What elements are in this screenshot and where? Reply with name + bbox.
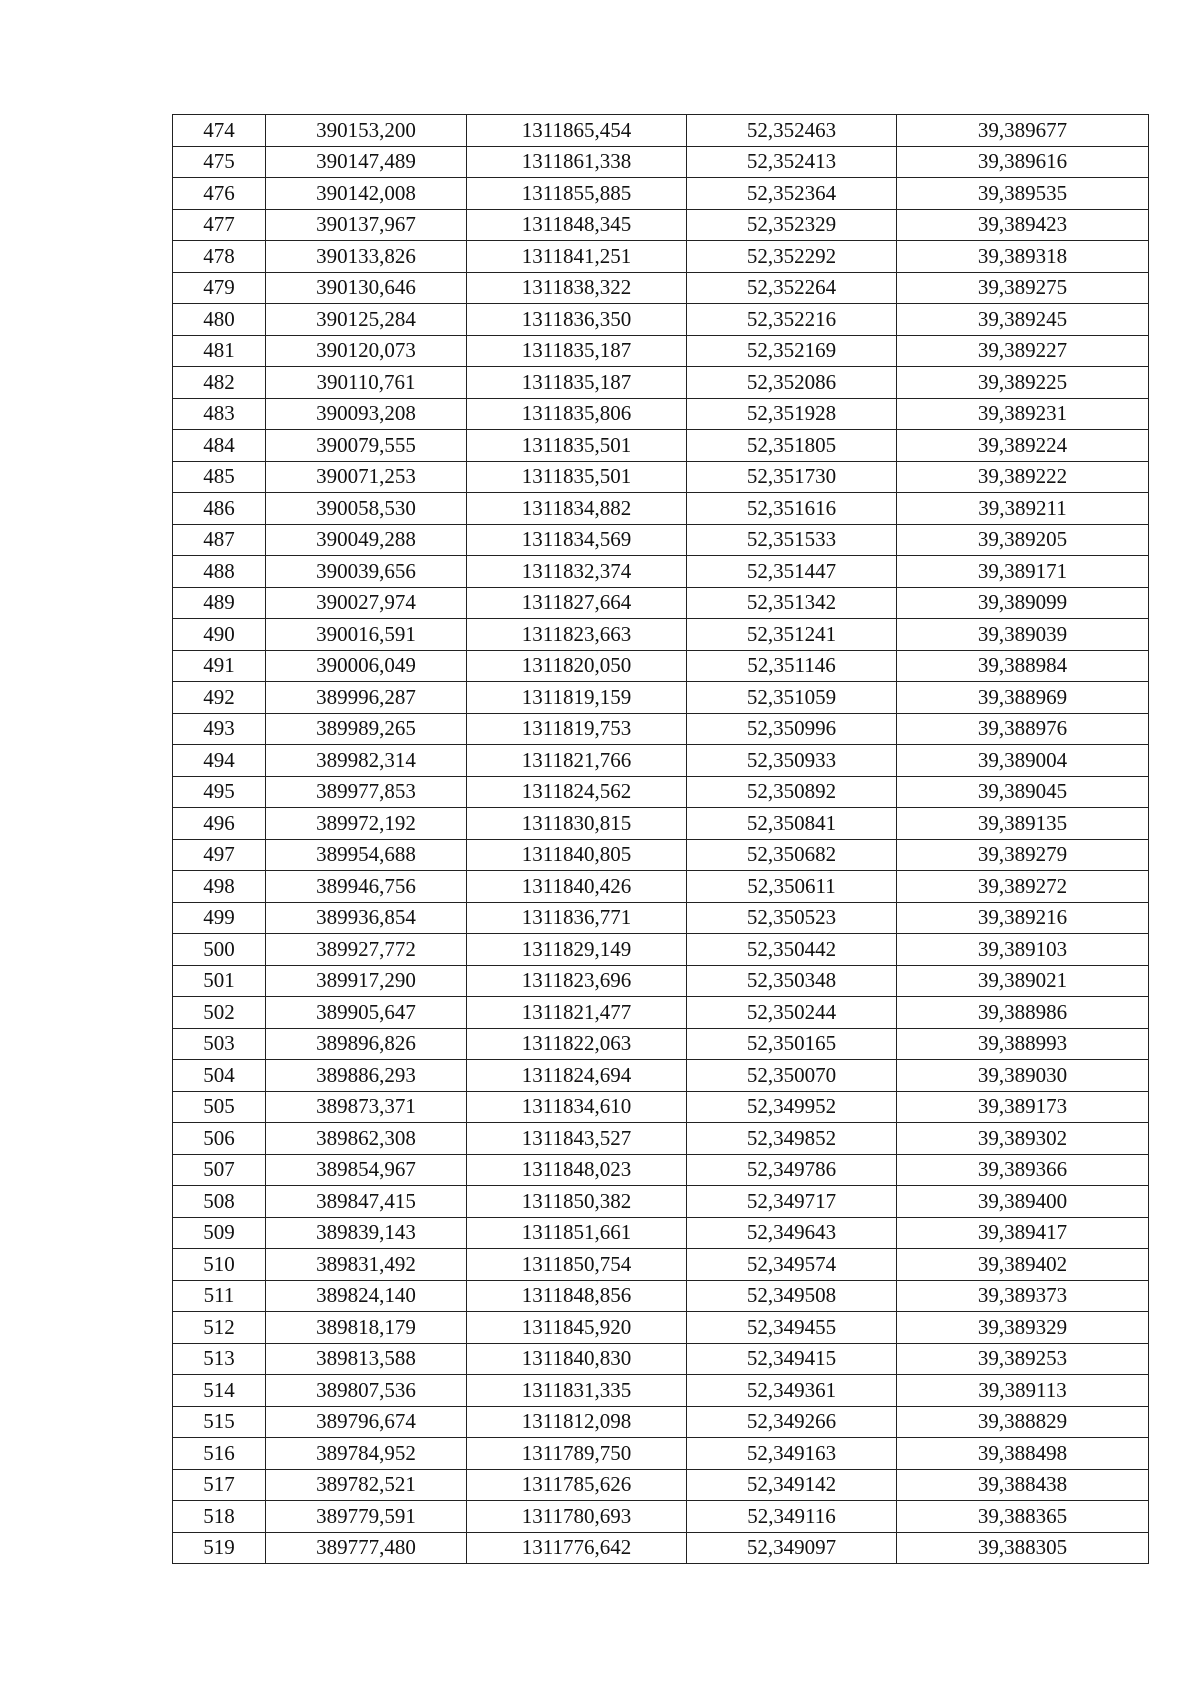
table-row (173, 1154, 1149, 1186)
longitude-cell: 39,389423 (897, 209, 1149, 241)
latitude-cell: 52,351533 (687, 524, 897, 556)
y-coordinate-cell: 1311823,696 (467, 965, 687, 997)
table-row (173, 367, 1149, 399)
latitude-cell: 52,352264 (687, 272, 897, 304)
latitude-cell: 52,350611 (687, 871, 897, 903)
y-coordinate-cell: 1311835,806 (467, 398, 687, 430)
point-number-cell: 513 (173, 1343, 266, 1375)
latitude-cell: 52,350348 (687, 965, 897, 997)
table-row (173, 997, 1149, 1029)
latitude-cell: 52,352086 (687, 367, 897, 399)
table-row (173, 178, 1149, 210)
point-number-cell: 499 (173, 902, 266, 934)
x-coordinate-cell: 390079,555 (266, 430, 467, 462)
y-coordinate-cell: 1311824,562 (467, 776, 687, 808)
longitude-cell: 39,388498 (897, 1438, 1149, 1470)
x-coordinate-cell: 389905,647 (266, 997, 467, 1029)
longitude-cell: 39,389021 (897, 965, 1149, 997)
y-coordinate-cell: 1311835,187 (467, 367, 687, 399)
longitude-cell: 39,389225 (897, 367, 1149, 399)
table-row (173, 461, 1149, 493)
latitude-cell: 52,349508 (687, 1280, 897, 1312)
x-coordinate-cell: 390125,284 (266, 304, 467, 336)
point-number-cell: 485 (173, 461, 266, 493)
latitude-cell: 52,349142 (687, 1469, 897, 1501)
table-row (173, 1091, 1149, 1123)
longitude-cell: 39,389366 (897, 1154, 1149, 1186)
coordinate-table (172, 114, 1149, 1564)
longitude-cell: 39,388993 (897, 1028, 1149, 1060)
table-row (173, 965, 1149, 997)
y-coordinate-cell: 1311822,063 (467, 1028, 687, 1060)
longitude-cell: 39,389135 (897, 808, 1149, 840)
table-row (173, 398, 1149, 430)
latitude-cell: 52,350996 (687, 713, 897, 745)
x-coordinate-cell: 389946,756 (266, 871, 467, 903)
x-coordinate-cell: 389854,967 (266, 1154, 467, 1186)
longitude-cell: 39,388438 (897, 1469, 1149, 1501)
point-number-cell: 511 (173, 1280, 266, 1312)
latitude-cell: 52,349415 (687, 1343, 897, 1375)
y-coordinate-cell: 1311835,501 (467, 461, 687, 493)
x-coordinate-cell: 389972,192 (266, 808, 467, 840)
longitude-cell: 39,389616 (897, 146, 1149, 178)
longitude-cell: 39,389245 (897, 304, 1149, 336)
longitude-cell: 39,389400 (897, 1186, 1149, 1218)
table-row (173, 745, 1149, 777)
y-coordinate-cell: 1311845,920 (467, 1312, 687, 1344)
x-coordinate-cell: 390133,826 (266, 241, 467, 273)
point-number-cell: 498 (173, 871, 266, 903)
latitude-cell: 52,352329 (687, 209, 897, 241)
longitude-cell: 39,389113 (897, 1375, 1149, 1407)
x-coordinate-cell: 390093,208 (266, 398, 467, 430)
point-number-cell: 478 (173, 241, 266, 273)
table-row (173, 1438, 1149, 1470)
x-coordinate-cell: 389839,143 (266, 1217, 467, 1249)
longitude-cell: 39,388976 (897, 713, 1149, 745)
y-coordinate-cell: 1311776,642 (467, 1532, 687, 1564)
point-number-cell: 518 (173, 1501, 266, 1533)
y-coordinate-cell: 1311831,335 (467, 1375, 687, 1407)
point-number-cell: 515 (173, 1406, 266, 1438)
y-coordinate-cell: 1311834,610 (467, 1091, 687, 1123)
latitude-cell: 52,349717 (687, 1186, 897, 1218)
longitude-cell: 39,389227 (897, 335, 1149, 367)
table-row (173, 272, 1149, 304)
longitude-cell: 39,389302 (897, 1123, 1149, 1155)
x-coordinate-cell: 390137,967 (266, 209, 467, 241)
latitude-cell: 52,352364 (687, 178, 897, 210)
longitude-cell: 39,389171 (897, 556, 1149, 588)
point-number-cell: 487 (173, 524, 266, 556)
y-coordinate-cell: 1311840,830 (467, 1343, 687, 1375)
latitude-cell: 52,351805 (687, 430, 897, 462)
point-number-cell: 475 (173, 146, 266, 178)
latitude-cell: 52,352216 (687, 304, 897, 336)
latitude-cell: 52,349643 (687, 1217, 897, 1249)
longitude-cell: 39,389329 (897, 1312, 1149, 1344)
y-coordinate-cell: 1311843,527 (467, 1123, 687, 1155)
longitude-cell: 39,389231 (897, 398, 1149, 430)
y-coordinate-cell: 1311865,454 (467, 115, 687, 147)
x-coordinate-cell: 390049,288 (266, 524, 467, 556)
point-number-cell: 484 (173, 430, 266, 462)
table-row (173, 1343, 1149, 1375)
point-number-cell: 492 (173, 682, 266, 714)
x-coordinate-cell: 389824,140 (266, 1280, 467, 1312)
point-number-cell: 486 (173, 493, 266, 525)
latitude-cell: 52,349116 (687, 1501, 897, 1533)
x-coordinate-cell: 389873,371 (266, 1091, 467, 1123)
y-coordinate-cell: 1311827,664 (467, 587, 687, 619)
point-number-cell: 516 (173, 1438, 266, 1470)
y-coordinate-cell: 1311780,693 (467, 1501, 687, 1533)
longitude-cell: 39,389318 (897, 241, 1149, 273)
latitude-cell: 52,351146 (687, 650, 897, 682)
point-number-cell: 506 (173, 1123, 266, 1155)
y-coordinate-cell: 1311789,750 (467, 1438, 687, 1470)
y-coordinate-cell: 1311848,856 (467, 1280, 687, 1312)
latitude-cell: 52,352413 (687, 146, 897, 178)
longitude-cell: 39,388969 (897, 682, 1149, 714)
point-number-cell: 490 (173, 619, 266, 651)
point-number-cell: 488 (173, 556, 266, 588)
table-row (173, 1217, 1149, 1249)
x-coordinate-cell: 390071,253 (266, 461, 467, 493)
longitude-cell: 39,389272 (897, 871, 1149, 903)
y-coordinate-cell: 1311850,382 (467, 1186, 687, 1218)
point-number-cell: 481 (173, 335, 266, 367)
point-number-cell: 494 (173, 745, 266, 777)
longitude-cell: 39,389677 (897, 115, 1149, 147)
table-row (173, 1060, 1149, 1092)
y-coordinate-cell: 1311824,694 (467, 1060, 687, 1092)
y-coordinate-cell: 1311832,374 (467, 556, 687, 588)
table-row (173, 934, 1149, 966)
table-row (173, 713, 1149, 745)
x-coordinate-cell: 389813,588 (266, 1343, 467, 1375)
point-number-cell: 512 (173, 1312, 266, 1344)
y-coordinate-cell: 1311821,766 (467, 745, 687, 777)
table-row (173, 650, 1149, 682)
latitude-cell: 52,352463 (687, 115, 897, 147)
point-number-cell: 504 (173, 1060, 266, 1092)
table-row (173, 335, 1149, 367)
y-coordinate-cell: 1311850,754 (467, 1249, 687, 1281)
table-row (173, 430, 1149, 462)
table-row (173, 871, 1149, 903)
longitude-cell: 39,389205 (897, 524, 1149, 556)
point-number-cell: 500 (173, 934, 266, 966)
table-row (173, 808, 1149, 840)
x-coordinate-cell: 389796,674 (266, 1406, 467, 1438)
latitude-cell: 52,349852 (687, 1123, 897, 1155)
table-row (173, 776, 1149, 808)
longitude-cell: 39,389004 (897, 745, 1149, 777)
latitude-cell: 52,350682 (687, 839, 897, 871)
table-row (173, 1249, 1149, 1281)
y-coordinate-cell: 1311836,771 (467, 902, 687, 934)
point-number-cell: 483 (173, 398, 266, 430)
x-coordinate-cell: 390006,049 (266, 650, 467, 682)
x-coordinate-cell: 389886,293 (266, 1060, 467, 1092)
longitude-cell: 39,389211 (897, 493, 1149, 525)
longitude-cell: 39,389030 (897, 1060, 1149, 1092)
y-coordinate-cell: 1311836,350 (467, 304, 687, 336)
table-row (173, 619, 1149, 651)
longitude-cell: 39,389216 (897, 902, 1149, 934)
point-number-cell: 505 (173, 1091, 266, 1123)
y-coordinate-cell: 1311820,050 (467, 650, 687, 682)
point-number-cell: 496 (173, 808, 266, 840)
x-coordinate-cell: 389954,688 (266, 839, 467, 871)
point-number-cell: 489 (173, 587, 266, 619)
x-coordinate-cell: 390142,008 (266, 178, 467, 210)
table-row (173, 241, 1149, 273)
table-row (173, 146, 1149, 178)
longitude-cell: 39,388829 (897, 1406, 1149, 1438)
x-coordinate-cell: 390153,200 (266, 115, 467, 147)
latitude-cell: 52,350165 (687, 1028, 897, 1060)
y-coordinate-cell: 1311835,501 (467, 430, 687, 462)
longitude-cell: 39,389279 (897, 839, 1149, 871)
longitude-cell: 39,389224 (897, 430, 1149, 462)
y-coordinate-cell: 1311840,426 (467, 871, 687, 903)
y-coordinate-cell: 1311834,882 (467, 493, 687, 525)
latitude-cell: 52,350244 (687, 997, 897, 1029)
longitude-cell: 39,388305 (897, 1532, 1149, 1564)
longitude-cell: 39,389275 (897, 272, 1149, 304)
latitude-cell: 52,352292 (687, 241, 897, 273)
table-row (173, 902, 1149, 934)
x-coordinate-cell: 390027,974 (266, 587, 467, 619)
y-coordinate-cell: 1311785,626 (467, 1469, 687, 1501)
x-coordinate-cell: 389996,287 (266, 682, 467, 714)
longitude-cell: 39,389045 (897, 776, 1149, 808)
y-coordinate-cell: 1311840,805 (467, 839, 687, 871)
table-row (173, 839, 1149, 871)
latitude-cell: 52,349361 (687, 1375, 897, 1407)
latitude-cell: 52,351730 (687, 461, 897, 493)
point-number-cell: 491 (173, 650, 266, 682)
y-coordinate-cell: 1311848,023 (467, 1154, 687, 1186)
table-row (173, 1375, 1149, 1407)
latitude-cell: 52,349163 (687, 1438, 897, 1470)
x-coordinate-cell: 389784,952 (266, 1438, 467, 1470)
latitude-cell: 52,351616 (687, 493, 897, 525)
latitude-cell: 52,350523 (687, 902, 897, 934)
x-coordinate-cell: 390058,530 (266, 493, 467, 525)
longitude-cell: 39,389253 (897, 1343, 1149, 1375)
x-coordinate-cell: 389777,480 (266, 1532, 467, 1564)
table-row (173, 1532, 1149, 1564)
latitude-cell: 52,351447 (687, 556, 897, 588)
point-number-cell: 479 (173, 272, 266, 304)
y-coordinate-cell: 1311861,338 (467, 146, 687, 178)
y-coordinate-cell: 1311829,149 (467, 934, 687, 966)
x-coordinate-cell: 389847,415 (266, 1186, 467, 1218)
latitude-cell: 52,351059 (687, 682, 897, 714)
y-coordinate-cell: 1311819,753 (467, 713, 687, 745)
x-coordinate-cell: 389831,492 (266, 1249, 467, 1281)
longitude-cell: 39,388984 (897, 650, 1149, 682)
point-number-cell: 508 (173, 1186, 266, 1218)
longitude-cell: 39,389417 (897, 1217, 1149, 1249)
x-coordinate-cell: 390110,761 (266, 367, 467, 399)
x-coordinate-cell: 389977,853 (266, 776, 467, 808)
longitude-cell: 39,389222 (897, 461, 1149, 493)
longitude-cell: 39,389099 (897, 587, 1149, 619)
point-number-cell: 502 (173, 997, 266, 1029)
point-number-cell: 476 (173, 178, 266, 210)
y-coordinate-cell: 1311841,251 (467, 241, 687, 273)
latitude-cell: 52,349097 (687, 1532, 897, 1564)
x-coordinate-cell: 390130,646 (266, 272, 467, 304)
x-coordinate-cell: 389779,591 (266, 1501, 467, 1533)
y-coordinate-cell: 1311838,322 (467, 272, 687, 304)
x-coordinate-cell: 390120,073 (266, 335, 467, 367)
longitude-cell: 39,389173 (897, 1091, 1149, 1123)
table-row (173, 1312, 1149, 1344)
table-row (173, 524, 1149, 556)
latitude-cell: 52,352169 (687, 335, 897, 367)
point-number-cell: 474 (173, 115, 266, 147)
coordinate-table-body (173, 115, 1149, 1564)
longitude-cell: 39,389535 (897, 178, 1149, 210)
x-coordinate-cell: 389862,308 (266, 1123, 467, 1155)
y-coordinate-cell: 1311812,098 (467, 1406, 687, 1438)
longitude-cell: 39,388365 (897, 1501, 1149, 1533)
table-row (173, 115, 1149, 147)
point-number-cell: 517 (173, 1469, 266, 1501)
y-coordinate-cell: 1311855,885 (467, 178, 687, 210)
table-row (173, 556, 1149, 588)
point-number-cell: 510 (173, 1249, 266, 1281)
latitude-cell: 52,350892 (687, 776, 897, 808)
point-number-cell: 507 (173, 1154, 266, 1186)
table-row (173, 304, 1149, 336)
latitude-cell: 52,350070 (687, 1060, 897, 1092)
table-row (173, 1469, 1149, 1501)
y-coordinate-cell: 1311848,345 (467, 209, 687, 241)
x-coordinate-cell: 390147,489 (266, 146, 467, 178)
longitude-cell: 39,389373 (897, 1280, 1149, 1312)
latitude-cell: 52,351342 (687, 587, 897, 619)
x-coordinate-cell: 389989,265 (266, 713, 467, 745)
latitude-cell: 52,351241 (687, 619, 897, 651)
table-row (173, 1028, 1149, 1060)
point-number-cell: 514 (173, 1375, 266, 1407)
point-number-cell: 495 (173, 776, 266, 808)
latitude-cell: 52,350841 (687, 808, 897, 840)
point-number-cell: 519 (173, 1532, 266, 1564)
x-coordinate-cell: 389917,290 (266, 965, 467, 997)
y-coordinate-cell: 1311830,815 (467, 808, 687, 840)
point-number-cell: 482 (173, 367, 266, 399)
x-coordinate-cell: 390039,656 (266, 556, 467, 588)
point-number-cell: 493 (173, 713, 266, 745)
point-number-cell: 503 (173, 1028, 266, 1060)
x-coordinate-cell: 389927,772 (266, 934, 467, 966)
table-row (173, 1123, 1149, 1155)
table-row (173, 682, 1149, 714)
point-number-cell: 501 (173, 965, 266, 997)
x-coordinate-cell: 389936,854 (266, 902, 467, 934)
latitude-cell: 52,351928 (687, 398, 897, 430)
table-row (173, 1280, 1149, 1312)
table-row (173, 587, 1149, 619)
y-coordinate-cell: 1311851,661 (467, 1217, 687, 1249)
point-number-cell: 497 (173, 839, 266, 871)
point-number-cell: 480 (173, 304, 266, 336)
latitude-cell: 52,349786 (687, 1154, 897, 1186)
x-coordinate-cell: 389807,536 (266, 1375, 467, 1407)
x-coordinate-cell: 389896,826 (266, 1028, 467, 1060)
y-coordinate-cell: 1311821,477 (467, 997, 687, 1029)
latitude-cell: 52,349455 (687, 1312, 897, 1344)
table-row (173, 1406, 1149, 1438)
y-coordinate-cell: 1311834,569 (467, 524, 687, 556)
latitude-cell: 52,350933 (687, 745, 897, 777)
longitude-cell: 39,388986 (897, 997, 1149, 1029)
x-coordinate-cell: 390016,591 (266, 619, 467, 651)
latitude-cell: 52,349952 (687, 1091, 897, 1123)
latitude-cell: 52,349266 (687, 1406, 897, 1438)
longitude-cell: 39,389402 (897, 1249, 1149, 1281)
latitude-cell: 52,349574 (687, 1249, 897, 1281)
point-number-cell: 509 (173, 1217, 266, 1249)
y-coordinate-cell: 1311819,159 (467, 682, 687, 714)
table-row (173, 1501, 1149, 1533)
table-row (173, 209, 1149, 241)
y-coordinate-cell: 1311823,663 (467, 619, 687, 651)
table-row (173, 493, 1149, 525)
latitude-cell: 52,350442 (687, 934, 897, 966)
table-row (173, 1186, 1149, 1218)
x-coordinate-cell: 389982,314 (266, 745, 467, 777)
x-coordinate-cell: 389818,179 (266, 1312, 467, 1344)
point-number-cell: 477 (173, 209, 266, 241)
longitude-cell: 39,389039 (897, 619, 1149, 651)
longitude-cell: 39,389103 (897, 934, 1149, 966)
x-coordinate-cell: 389782,521 (266, 1469, 467, 1501)
y-coordinate-cell: 1311835,187 (467, 335, 687, 367)
